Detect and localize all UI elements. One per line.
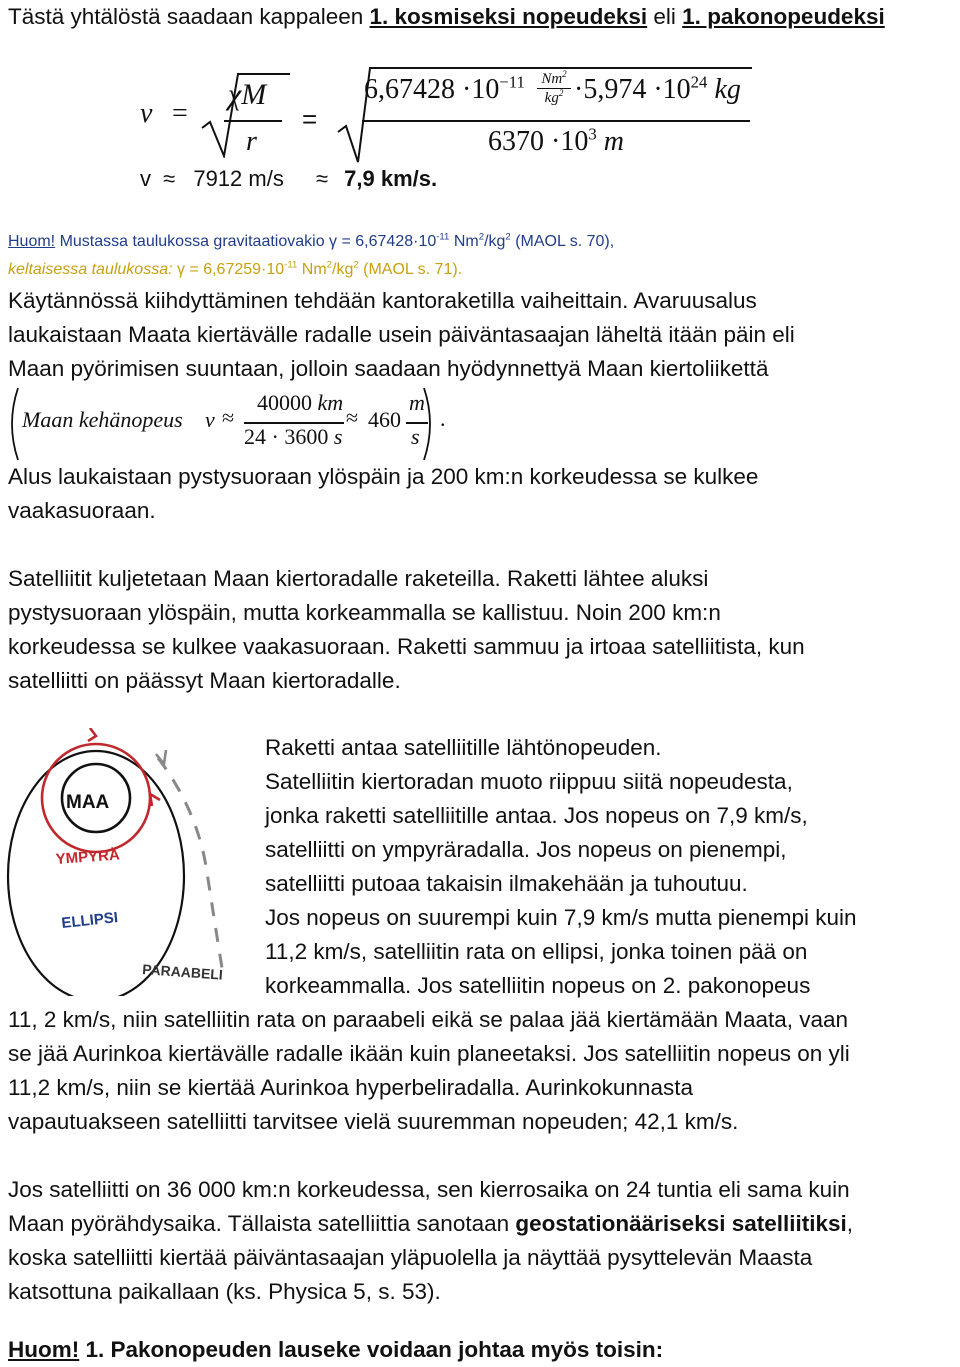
orbit-figure [0, 728, 262, 996]
note-line2-e: (MAOL s. 71). [358, 261, 463, 278]
para3-line2: pystysuoraan ylöspäin, mutta korkeammalla se kallistuu. Noin 200 km:n [8, 600, 721, 625]
formula-v: v [140, 98, 153, 129]
para3-line3: korkeudessa se kulkee vaakasuoraan. Raketti sammuu ja irtoaa satelliitista, kun [8, 634, 805, 659]
radius-value: 6370 [488, 126, 544, 157]
orbit-diagram [0, 728, 262, 996]
radius-unit: m [603, 126, 624, 157]
note-line1-c: /kg [484, 233, 506, 250]
note-line1-exp: -11 [436, 231, 450, 243]
intro-line [8, 0, 885, 34]
intro-mid: eli [647, 4, 683, 29]
times-4: · [551, 126, 561, 157]
formula-eq2: = [302, 104, 318, 134]
ten-2: 10 [662, 74, 691, 105]
formula-den-symbol: r [246, 126, 257, 157]
para4-line3: jonka raketti satelliitille antaa. Jos nopeus on 7,9 km/s, [265, 803, 808, 828]
note-line2-d-exp: 2 [353, 259, 359, 271]
left-paren [4, 386, 22, 462]
mass-unit: kg [714, 74, 741, 105]
note-line2-exp: -11 [284, 259, 298, 271]
formula-num-symbol: χM [228, 78, 267, 111]
final-heading [8, 1333, 663, 1367]
para1-line2: laukaistaan Maata kiertävälle radalle usein päiväntasaajan läheltä itään päin eli [8, 322, 795, 347]
formula-numerator [364, 74, 525, 106]
formula2-res-den: s [411, 424, 420, 449]
note-yellow-table: keltaisessa taulukossa: [8, 261, 173, 278]
fraction-bar-1 [224, 120, 282, 122]
para4-line4: satelliitti on ympyräradalla. Jos nopeus on pienempi, [265, 837, 787, 862]
para5-line2 [8, 1207, 853, 1241]
approx-1: ≈ [163, 166, 176, 191]
para4-line6: Jos nopeus on suurempi kuin 7,9 km/s mutta pienempi kuin [265, 905, 857, 930]
label-paraabeli: PARAABELI [141, 961, 224, 983]
note-line2-b: γ = 6,67259·10 [172, 261, 285, 278]
para4-line10: se jää Aurinkoa kiertävälle radalle ikään kuin planeetaksi. Jos satelliitin nopeus on yli [8, 1041, 850, 1066]
unit-kg-exp: 2 [558, 88, 564, 98]
para4-line11: 11,2 km/s, niin se kiertää Aurinkoa hyperbeliradalla. Aurinkokunnasta [8, 1075, 693, 1100]
para3-line1: Satelliitit kuljetetaan Maan kiertoradalle raketeilla. Raketti lähtee aluksi [8, 566, 709, 591]
label-ellipsi: ELLIPSI [60, 909, 119, 932]
ten-3: 10 [560, 126, 589, 157]
note-line1-b-exp: 2 [478, 231, 485, 243]
formula2-label: Maan kehänopeus [22, 407, 183, 432]
exp-3: 3 [588, 124, 597, 144]
formula2-den-unit: s [333, 424, 343, 449]
result-v: v [140, 166, 151, 191]
mass-value: 5,974 [583, 74, 647, 105]
circle-arrow-icon [88, 728, 96, 741]
formula2-res-num: m [409, 390, 425, 415]
approx-2: ≈ [315, 166, 329, 191]
final-huom: Huom! [8, 1337, 80, 1362]
para4-line12: vapautuakseen satelliitti tarvitsee vielä suuremman nopeuden; 42,1 km/s. [8, 1109, 739, 1134]
note-line-1 [8, 228, 948, 256]
para4-line7: 11,2 km/s, satelliitin rata on ellipsi, jonka toinen pää on [265, 939, 808, 964]
formula2-dot: . [440, 406, 446, 431]
para5-line2-a: Maan pyörähdysaika. Tällaista satelliittia sanotaan [8, 1211, 516, 1236]
final-rest: 1. Pakonopeuden lauseke voidaan johtaa myös toisin: [79, 1337, 664, 1362]
formula-eq: = [172, 98, 188, 129]
note-line1-c-exp: 2 [505, 231, 511, 243]
formula-denominator [488, 126, 624, 158]
times-3: · [653, 74, 663, 105]
para5-line3: koska satelliitti kiertää päiväntasaajan yläpuolella ja näyttää pysyttelevän Maasta [8, 1245, 813, 1270]
para4-line8: korkeammalla. Jos satelliitin nopeus on 2. pakonopeus [265, 973, 811, 998]
parabola-orbit [158, 758, 222, 968]
formula2-num: 40000 [257, 390, 312, 415]
exp-24: 24 [690, 72, 708, 92]
unit-nm: Nm [541, 71, 563, 87]
formula-mass [574, 74, 741, 106]
intro-lead: Tästä yhtälöstä saadaan kappaleen [8, 4, 364, 29]
times-2: · [574, 74, 584, 105]
para3-line4: satelliitti on päässyt Maan kiertoradalle. [8, 668, 401, 693]
note-line1-a: Mustassa taulukossa gravitaatiovakio γ = 6,67428·10 [55, 233, 437, 250]
para2-line1: Alus laukaistaan pystysuoraan ylöspäin ja 200 km:n korkeudessa se kulkee [8, 464, 759, 489]
formula2-approx2: ≈ [346, 405, 359, 430]
unit-nm-exp: 2 [562, 69, 567, 79]
cosmic-velocity-term: 1. kosmiseksi nopeudeksi [369, 4, 648, 29]
fraction-bar-2 [362, 120, 750, 122]
note-line2-c: Nm [297, 261, 327, 278]
note-line1-d: (MAOL s. 70), [510, 233, 615, 250]
para2-line2: vaakasuoraan. [8, 498, 156, 523]
right-paren [420, 386, 438, 462]
para5-line4: katsottuna paikallaan (ks. Physica 5, s. 53). [8, 1279, 441, 1304]
note-line2-d: /kg [332, 261, 354, 278]
note-line2-c-exp: 2 [326, 259, 332, 271]
ten-1: 10 [471, 74, 500, 105]
para1-line3: Maan pyörimisen suuntaan, jolloin saadaan hyödynnettyä Maan kiertoliikettä [8, 356, 769, 381]
formula2-den: 24 · 3600 [244, 424, 329, 449]
exp-neg11: −11 [499, 72, 525, 92]
label-maa: MAA [66, 792, 110, 813]
note-line-2 [8, 256, 948, 284]
para4-line2: Satelliitin kiertoradan muoto riippuu siitä nopeudesta, [265, 769, 793, 794]
formula2-approx: ≈ [222, 405, 235, 430]
label-ympyra: YMPYRÄ [55, 846, 121, 868]
para1-line1: Käytännössä kiihdyttäminen tehdään kantoraketilla vaiheittain. Avaruusalus [8, 288, 757, 313]
times-1: · [462, 74, 472, 105]
geostationary-term: geostationääriseksi satelliitiksi [515, 1211, 847, 1236]
gamma-value: 6,67428 [364, 74, 455, 105]
note-line1-b: Nm [449, 233, 479, 250]
formula2-num-unit: km [317, 390, 344, 415]
note-huom: Huom! [8, 233, 56, 250]
para4-line5: satelliitti putoaa takaisin ilmakehään ja tuhoutuu. [265, 871, 748, 896]
formula2-v: v [205, 407, 215, 432]
formula2-denominator [244, 424, 342, 450]
result-ms: 7912 m/s [193, 166, 284, 191]
escape-velocity-term: 1. pakonopeudeksi [682, 4, 885, 29]
unit-kg: kg [544, 90, 559, 106]
gravitational-constant-note [8, 228, 948, 284]
unit-fraction [537, 70, 571, 107]
circle-arrow-2-icon [150, 794, 160, 806]
para4-line1: Raketti antaa satelliitille lähtönopeuden. [265, 735, 662, 760]
parabola-arrow-icon [156, 750, 166, 764]
formula2-numerator [257, 390, 343, 416]
result-kms: 7,9 km/s. [344, 166, 438, 191]
para5-line2-c: , [846, 1211, 854, 1236]
para5-line1: Jos satelliitti on 36 000 km:n korkeudessa, sen kierrosaika on 24 tuntia eli sama kuin [8, 1177, 850, 1202]
formula-result [140, 166, 437, 192]
para4-line9: 11, 2 km/s, niin satelliitin rata on paraabeli eikä se palaa jää kiertämään Maata, vaan [8, 1007, 849, 1032]
formula2-result: 460 [368, 407, 401, 432]
